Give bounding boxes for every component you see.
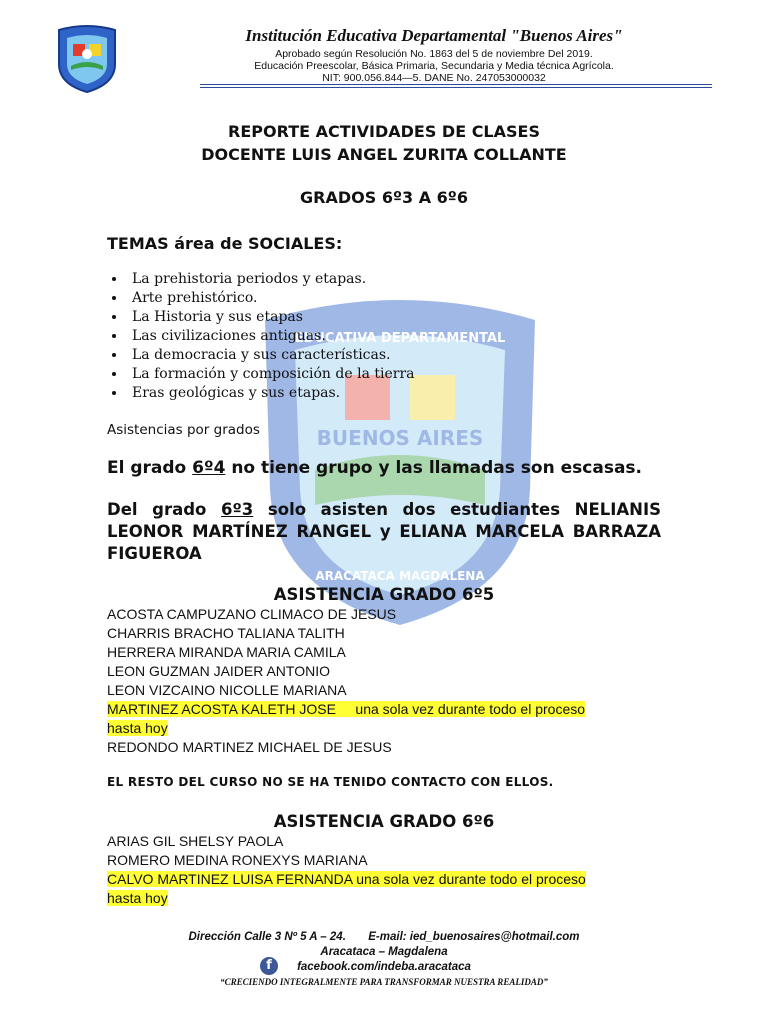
highlighted-student-continuation: hasta hoy [107,890,168,906]
highlighted-student: CALVO MARTINEZ LUISA FERNANDA una sola vez durante todo el proceso [107,871,586,887]
footer-facebook-link[interactable]: facebook.com/indeba.aracataca [297,961,471,973]
institution-name: Institución Educativa Departamental "Buenos Aires" [245,26,623,45]
resolution-line: Aprobado según Resolución No. 1863 del 5 de noviembre Del 2019. [275,48,593,60]
header-rule [200,87,712,88]
footer-city: Aracataca – Magdalena [320,946,448,958]
topic-item: • La democracia y sus características. [127,346,627,365]
topic-item: • La Historia y sus etapas [127,308,627,327]
student-name: ACOSTA CAMPUZANO CLIMACO DE JESUS [107,606,397,622]
grade-63-label: 6º3 [221,500,254,519]
attendance-label: Asistencias por grados [107,422,260,438]
highlighted-student-continuation: hasta hoy [107,720,168,736]
header-rule [200,84,712,85]
grades-range: GRADOS 6º3 A 6º6 [300,188,468,207]
student-name: ARIAS GIL SHELSY PAOLA [107,833,284,849]
student-name: LEON VIZCAINO NICOLLE MARIANA [107,682,347,698]
report-title: REPORTE ACTIVIDADES DE CLASES [228,122,540,141]
nit-dane-line: NIT: 900.056.844—5. DANE No. 247053000032 [322,72,546,84]
topic-item: • Las civilizaciones antiguas. [127,327,627,346]
footer-address: Dirección Calle 3 Nº 5 A – 24. E-mail: ied_buenosaires@hotmail.com [188,931,580,943]
topic-item: • La prehistoria periodos y etapas. [127,270,627,289]
grade-64-paragraph [107,457,661,479]
topic-item: • Eras geológicas y sus etapas. [127,384,627,403]
topic-item: • La formación y composición de la tierra [127,365,627,384]
watermark-bottom-text: ARACATACA MAGDALENA [315,569,485,583]
student-name: LEON GUZMAN JAIDER ANTONIO [107,663,330,679]
topic-item: • Arte prehistórico. [127,289,627,308]
grade-63-text: Del grado [107,500,222,519]
grade-64-text: El grado [107,458,193,478]
grade-65-student-list [107,605,667,757]
highlighted-student: MARTINEZ ACOSTA KALETH JOSE una sola vez durante todo el proceso [107,701,586,717]
facebook-icon: f [260,957,278,975]
grade-64-label: 6º4 [192,458,226,478]
teacher-name: DOCENTE LUIS ANGEL ZURITA COLLANTE [201,145,567,164]
grade-66-heading: ASISTENCIA GRADO 6º6 [273,812,495,831]
student-name: HERRERA MIRANDA MARIA CAMILA [107,644,346,660]
student-name: REDONDO MARTINEZ MICHAEL DE JESUS [107,739,392,755]
education-levels-line: Educación Preescolar, Básica Primaria, Secundaria y Media técnica Agrícola. [254,60,614,72]
grade-63-text: solo asisten dos estudiantes NELIANIS LEONOR MARTÍNEZ RANGEL y ELIANA MARCELA BARRAZA FIGUEROA [107,500,661,563]
grade-63-paragraph [107,499,661,565]
topics-heading: TEMAS área de SOCIALES: [107,234,343,253]
topics-list [107,270,627,403]
grade-66-student-list [107,832,667,908]
no-contact-note: EL RESTO DEL CURSO NO SE HA TENIDO CONTACTO CON ELLOS. [107,775,554,789]
student-name: CHARRIS BRACHO TALIANA TALITH [107,625,345,641]
footer-motto: “CRECIENDO INTEGRALMENTE PARA TRANSFORMAR NUESTRA REALIDAD” [220,977,548,987]
grade-64-text: no tiene grupo y las llamadas son escasas. [225,458,642,478]
watermark-top-text: EDUCATIVA DEPARTAMENTAL [294,331,506,346]
watermark-center-text: BUENOS AIRES [316,426,484,450]
grade-65-heading: ASISTENCIA GRADO 6º5 [273,585,495,604]
student-name: ROMERO MEDINA RONEXYS MARIANA [107,852,368,868]
